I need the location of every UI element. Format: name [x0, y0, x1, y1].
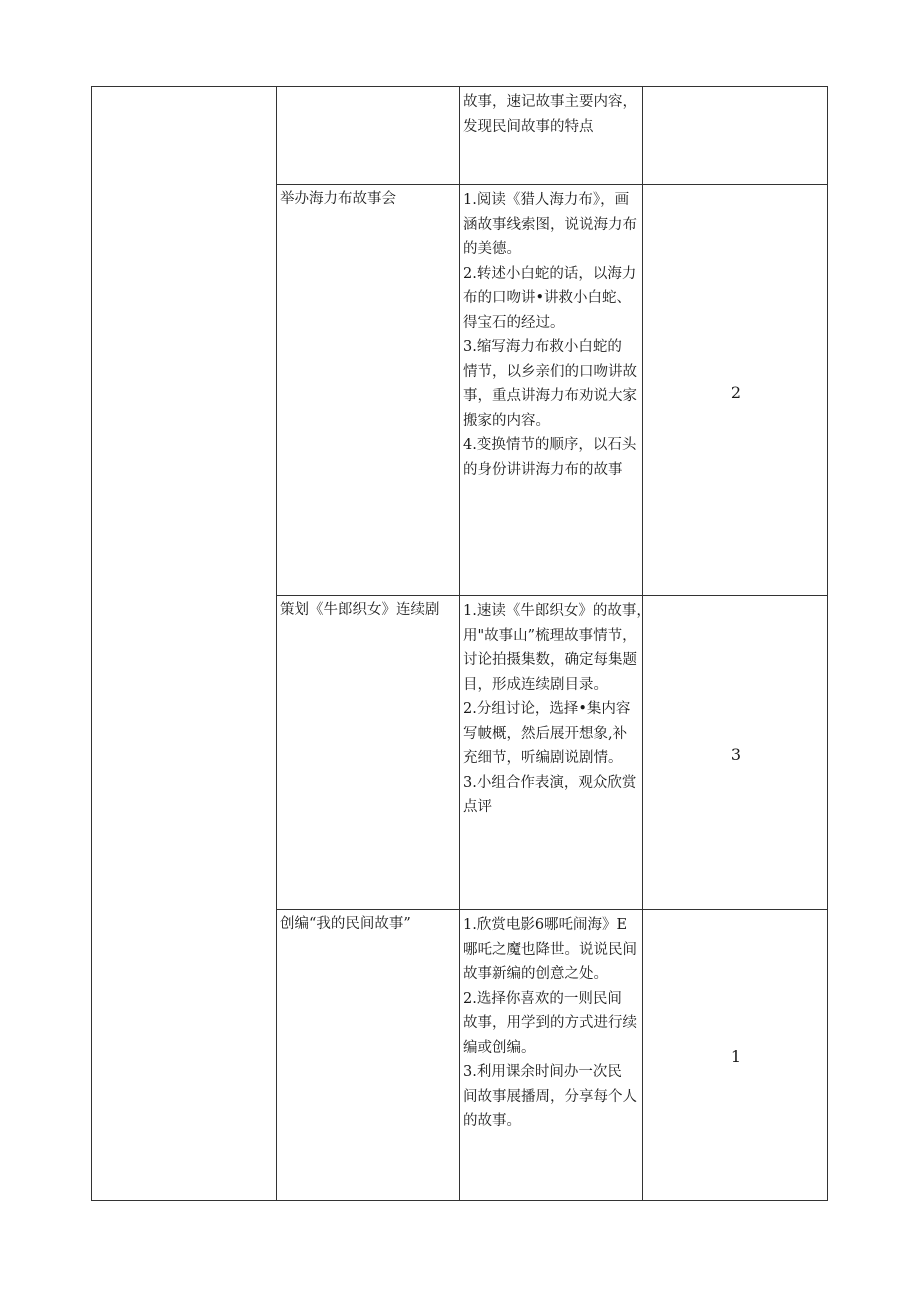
activity-cell	[461, 910, 643, 1200]
activity-line: 的故事。	[463, 1113, 521, 1129]
activity-line: 3.小组合作表演，观众欣赏	[463, 774, 637, 791]
activity-line: 得宝石的经过。	[463, 314, 565, 331]
activity-line: 目，形成连续剧目录。	[463, 676, 608, 693]
activity-line: 写帔概，然后展开想象,补	[463, 725, 628, 742]
activity-line: 哪吒之魔也降世。说说民间	[463, 941, 637, 958]
hours-cell: 1	[730, 1047, 742, 1066]
activity-cell	[461, 185, 643, 595]
topic-cell: 创编“我的民间故事”	[280, 916, 411, 932]
activity-line: 间故事展播周，分享每个人	[463, 1088, 637, 1105]
activity-line: 3.利用课余时间办一次民	[463, 1064, 622, 1080]
topic-cell: 策划《牛郎织女》连续剧	[280, 602, 440, 618]
hours-cell	[644, 87, 828, 184]
activity-line: 搬家的内容。	[463, 412, 550, 429]
activity-line: 用"故事山”梳理故事情节，	[463, 627, 637, 644]
activity-line: 的美德。	[463, 241, 521, 257]
activity-cell	[461, 87, 643, 184]
hours-cell: 2	[730, 383, 742, 402]
activity-line: 涵故事线索图，说说海力布	[463, 216, 637, 233]
activity-line: 点评	[463, 799, 492, 815]
activity-line: 2.选择你喜欢的一则民间	[463, 990, 622, 1007]
activity-line: 布的口吻讲•讲救小白蛇、	[463, 290, 632, 306]
activity-line: 1.阅读《猎人海力布》，画	[463, 192, 630, 208]
activity-line: 情节，以乡亲们的口吻讲故	[463, 363, 637, 380]
activity-line: 1.速读《牛郎织女》的故事，	[463, 603, 651, 619]
activity-line: 故事，用学到的方式进行续	[463, 1015, 637, 1031]
activity-line: 充细节，听编剧说剧情。	[463, 750, 623, 766]
activity-line: 2.分组讨论，选择•集内容	[463, 701, 631, 717]
activity-line: 1.欣赏电影6哪吒闹海》E	[463, 917, 628, 933]
activity-line: 的身份讲讲海力布的故事	[463, 461, 623, 478]
activity-line: 2.转述小白蛇的话，以海力	[463, 265, 637, 282]
activity-cell	[461, 596, 651, 909]
activity-line: 故事，速记故事主要内容，	[463, 94, 637, 110]
activity-line: 事，重点讲海力布劝说大家	[463, 388, 637, 404]
activity-line: 发现民间故事的特点	[463, 118, 594, 135]
activity-line: 故事新编的创意之处。	[463, 966, 608, 982]
hours-cell: 3	[730, 745, 742, 764]
topic-cell: 举办海力布故事会	[280, 191, 396, 207]
activity-line: 讨论拍摄集数，确定每集题	[463, 652, 637, 668]
activity-line: 4.变换情节的顺序，以石头	[463, 437, 637, 453]
activity-line: 编或创编。	[463, 1039, 536, 1056]
curriculum-table	[91, 86, 828, 1201]
column-divider	[276, 87, 277, 1200]
topic-cell	[278, 87, 460, 184]
activity-line: 3.缩写海力布救小白蛇的	[463, 339, 622, 355]
